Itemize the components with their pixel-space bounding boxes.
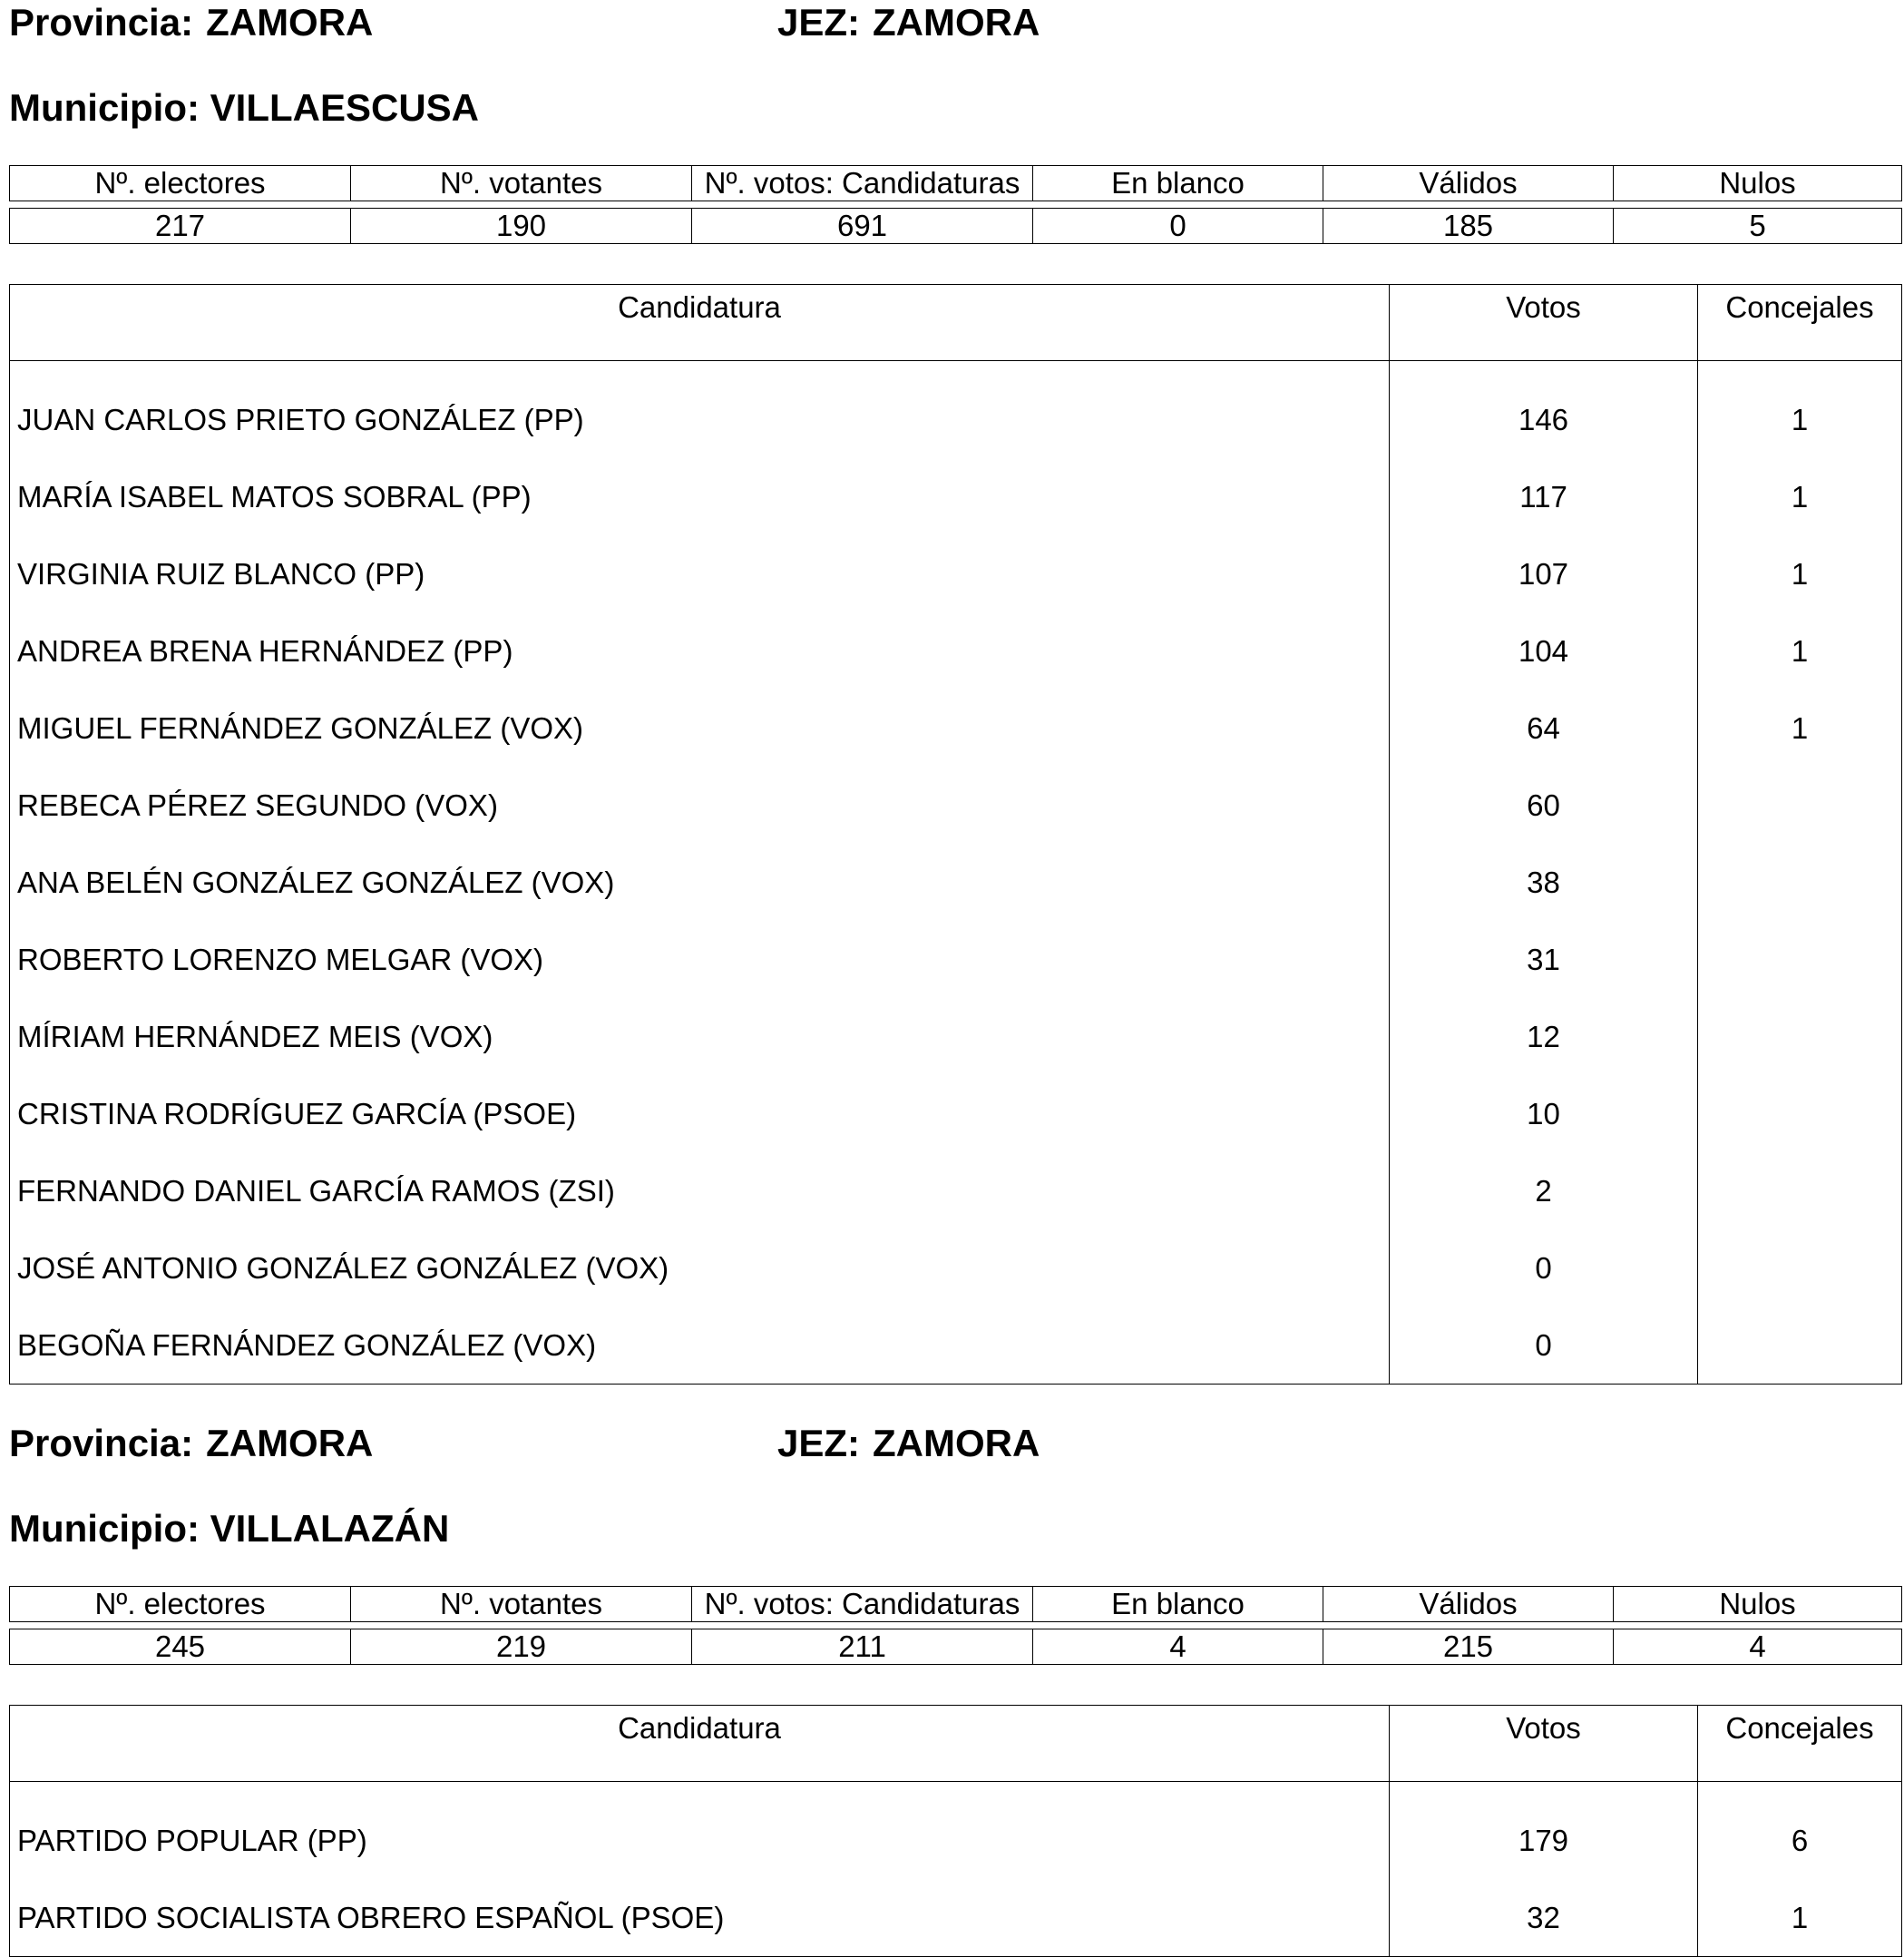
jez-value: ZAMORA <box>873 1422 1040 1464</box>
candidate-votos: 64 <box>1390 690 1698 767</box>
candidate-name: PARTIDO POPULAR (PP) <box>10 1782 1390 1880</box>
table-row <box>10 361 1902 459</box>
candidate-votos: 107 <box>1390 535 1698 612</box>
municipio-label: Municipio: <box>9 1507 200 1550</box>
candidate-concejales: 1 <box>1698 458 1902 535</box>
stats-header: Válidos <box>1323 166 1614 201</box>
candidate-concejales: 1 <box>1698 361 1902 459</box>
table-row <box>10 1306 1902 1385</box>
stats-header: En blanco <box>1033 166 1323 201</box>
candidate-votos: 38 <box>1390 844 1698 921</box>
candidate-name: CRISTINA RODRÍGUEZ GARCÍA (PSOE) <box>10 1075 1390 1152</box>
stats-header: Nulos <box>1614 1587 1902 1622</box>
candidate-name: MARÍA ISABEL MATOS SOBRAL (PP) <box>10 458 1390 535</box>
candidate-votos: 0 <box>1390 1229 1698 1306</box>
table-row <box>10 1229 1902 1306</box>
candidate-concejales <box>1698 1075 1902 1152</box>
stats-value: 4 <box>1033 1629 1323 1665</box>
candidate-name: MÍRIAM HERNÁNDEZ MEIS (VOX) <box>10 998 1390 1075</box>
candidate-name: MIGUEL FERNÁNDEZ GONZÁLEZ (VOX) <box>10 690 1390 767</box>
candidates-table <box>9 1705 1902 1957</box>
stats-header: En blanco <box>1033 1587 1323 1622</box>
table-row <box>10 1152 1902 1229</box>
candidate-concejales: 1 <box>1698 535 1902 612</box>
votos-header: Votos <box>1390 1706 1698 1782</box>
jez-value: ZAMORA <box>873 1 1040 44</box>
candidatura-header: Candidatura <box>10 285 1390 361</box>
table-row <box>10 458 1902 535</box>
candidate-name: ROBERTO LORENZO MELGAR (VOX) <box>10 921 1390 998</box>
candidate-votos: 31 <box>1390 921 1698 998</box>
candidate-votos: 32 <box>1390 1879 1698 1957</box>
table-row <box>10 1879 1902 1957</box>
candidate-concejales <box>1698 844 1902 921</box>
stats-value: 185 <box>1323 209 1614 244</box>
candidate-concejales: 1 <box>1698 690 1902 767</box>
stats-header: Nº. votantes <box>351 166 692 201</box>
candidates-header-row <box>10 1706 1902 1782</box>
stats-value: 691 <box>692 209 1033 244</box>
municipio-line <box>9 1507 450 1550</box>
jez-label: JEZ: <box>777 1 861 44</box>
table-row <box>10 844 1902 921</box>
stats-header: Válidos <box>1323 1587 1614 1622</box>
candidate-name: PARTIDO SOCIALISTA OBRERO ESPAÑOL (PSOE) <box>10 1879 1390 1957</box>
table-row <box>10 612 1902 690</box>
stats-value: 219 <box>351 1629 692 1665</box>
candidatura-header: Candidatura <box>10 1706 1390 1782</box>
municipio-value: VILLAESCUSA <box>210 86 479 129</box>
candidate-votos: 179 <box>1390 1782 1698 1880</box>
stats-value-row <box>10 209 1902 244</box>
jez-label: JEZ: <box>777 1422 861 1464</box>
candidate-votos: 10 <box>1390 1075 1698 1152</box>
table-row <box>10 1075 1902 1152</box>
jez-line <box>777 1424 1040 1463</box>
stats-header: Nulos <box>1614 166 1902 201</box>
votos-header: Votos <box>1390 285 1698 361</box>
municipio-line <box>9 86 479 129</box>
municipio-label: Municipio: <box>9 86 200 129</box>
candidate-concejales: 1 <box>1698 1879 1902 1957</box>
provincia-label: Provincia: <box>9 1 194 44</box>
candidate-votos: 117 <box>1390 458 1698 535</box>
stats-header-row <box>10 1587 1902 1622</box>
stats-header: Nº. electores <box>10 1587 351 1622</box>
provincia-line <box>9 1 374 44</box>
candidate-concejales <box>1698 1229 1902 1306</box>
candidate-name: ANA BELÉN GONZÁLEZ GONZÁLEZ (VOX) <box>10 844 1390 921</box>
candidate-votos: 146 <box>1390 361 1698 459</box>
candidates-table <box>9 284 1902 1385</box>
municipality-section-villalazan <box>0 1421 1904 1941</box>
candidate-votos: 2 <box>1390 1152 1698 1229</box>
stats-value: 4 <box>1614 1629 1902 1665</box>
candidates-header-row <box>10 285 1902 361</box>
stats-header-row <box>10 166 1902 201</box>
provincia-line <box>9 1424 373 1463</box>
stats-value: 217 <box>10 209 351 244</box>
stats-value: 190 <box>351 209 692 244</box>
table-row <box>10 690 1902 767</box>
stats-header: Nº. electores <box>10 166 351 201</box>
table-row <box>10 921 1902 998</box>
candidate-concejales: 6 <box>1698 1782 1902 1880</box>
stats-header: Nº. votos: Candidaturas <box>692 1587 1033 1622</box>
stats-header: Nº. votos: Candidaturas <box>692 166 1033 201</box>
stats-value-row <box>10 1629 1902 1665</box>
candidate-concejales <box>1698 1306 1902 1385</box>
provincia-value: ZAMORA <box>206 1422 374 1464</box>
candidate-name: FERNANDO DANIEL GARCÍA RAMOS (ZSI) <box>10 1152 1390 1229</box>
stats-value: 215 <box>1323 1629 1614 1665</box>
table-row <box>10 767 1902 844</box>
table-row <box>10 535 1902 612</box>
stats-value: 245 <box>10 1629 351 1665</box>
municipio-value: VILLALAZÁN <box>210 1507 450 1550</box>
candidate-name: ANDREA BRENA HERNÁNDEZ (PP) <box>10 612 1390 690</box>
candidate-name: VIRGINIA RUIZ BLANCO (PP) <box>10 535 1390 612</box>
candidate-votos: 104 <box>1390 612 1698 690</box>
candidate-concejales: 1 <box>1698 612 1902 690</box>
table-row <box>10 998 1902 1075</box>
stats-header: Nº. votantes <box>351 1587 692 1622</box>
candidate-name: JUAN CARLOS PRIETO GONZÁLEZ (PP) <box>10 361 1390 459</box>
table-row <box>10 1782 1902 1880</box>
provincia-label: Provincia: <box>9 1422 194 1464</box>
stats-table <box>9 1586 1902 1665</box>
stats-value: 5 <box>1614 209 1902 244</box>
provincia-value: ZAMORA <box>206 1 374 44</box>
candidate-votos: 60 <box>1390 767 1698 844</box>
concejales-header: Concejales <box>1698 285 1902 361</box>
candidate-votos: 0 <box>1390 1306 1698 1385</box>
jez-line <box>777 1 1040 44</box>
candidate-name: REBECA PÉREZ SEGUNDO (VOX) <box>10 767 1390 844</box>
concejales-header: Concejales <box>1698 1706 1902 1782</box>
candidate-name: JOSÉ ANTONIO GONZÁLEZ GONZÁLEZ (VOX) <box>10 1229 1390 1306</box>
candidate-concejales <box>1698 921 1902 998</box>
candidate-votos: 12 <box>1390 998 1698 1075</box>
candidate-concejales <box>1698 1152 1902 1229</box>
stats-value: 0 <box>1033 209 1323 244</box>
candidate-concejales <box>1698 998 1902 1075</box>
stats-table <box>9 165 1902 244</box>
candidate-name: BEGOÑA FERNÁNDEZ GONZÁLEZ (VOX) <box>10 1306 1390 1385</box>
candidate-concejales <box>1698 767 1902 844</box>
stats-value: 211 <box>692 1629 1033 1665</box>
